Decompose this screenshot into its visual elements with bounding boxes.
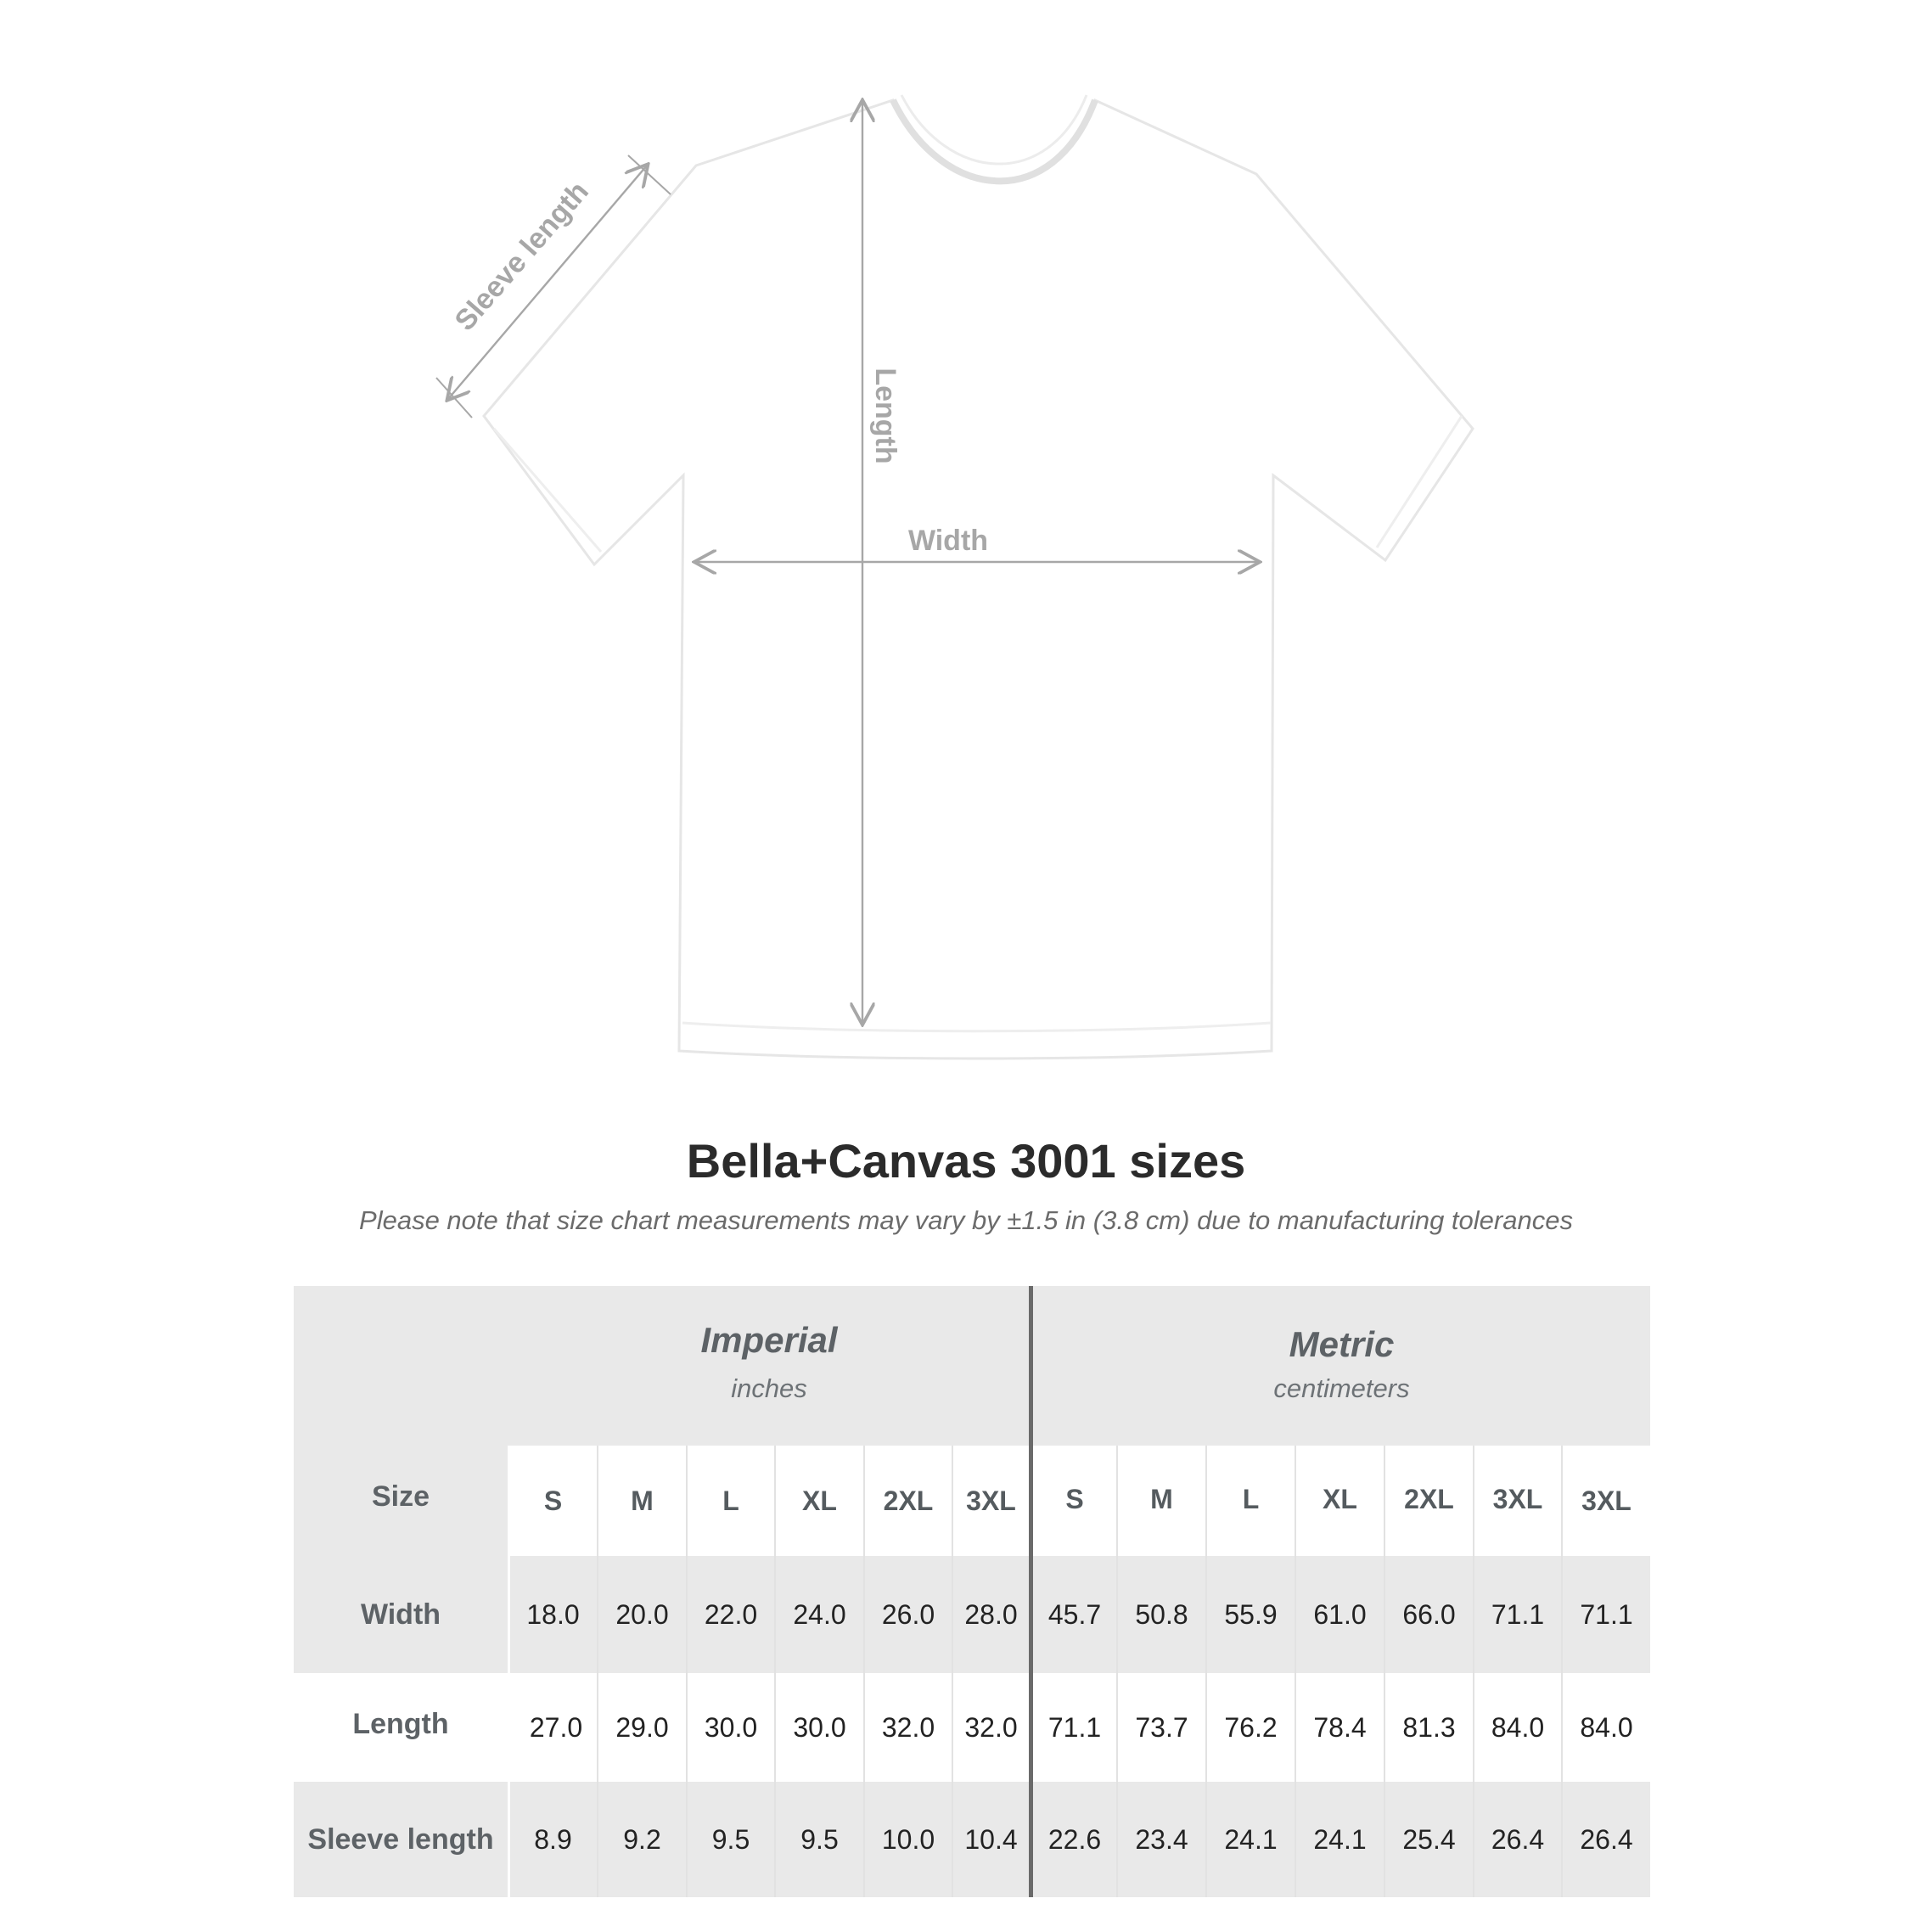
metric-size-header: M [1150, 1483, 1173, 1514]
table-cell: 32.0 [964, 1711, 1018, 1743]
table-cell: 71.1 [1580, 1598, 1633, 1630]
imperial-unit: inches [731, 1373, 807, 1403]
table-cell: 24.0 [793, 1598, 846, 1630]
table-cell: 71.1 [1491, 1598, 1545, 1630]
tshirt-shape [484, 100, 1473, 1059]
table-cell: 76.2 [1224, 1711, 1278, 1743]
metric-size-header: 3XL [1581, 1485, 1632, 1516]
table-cell: 9.2 [623, 1823, 661, 1855]
table-cell: 26.0 [881, 1598, 935, 1630]
table-cell: 10.4 [964, 1823, 1018, 1855]
table-cell: 81.3 [1402, 1711, 1456, 1743]
table-cell: 23.4 [1135, 1823, 1188, 1855]
table-cell: 55.9 [1224, 1598, 1278, 1630]
table-header-band [294, 1286, 1650, 1446]
table-cell: 30.0 [793, 1711, 846, 1743]
table-cell: 22.0 [704, 1598, 758, 1630]
table-cell: 29.0 [615, 1711, 669, 1743]
table-cell: 9.5 [800, 1823, 839, 1855]
imperial-size-header: 2XL [883, 1485, 934, 1516]
table-cell: 32.0 [881, 1711, 935, 1743]
table-cell: 28.0 [964, 1598, 1018, 1630]
table-cell: 73.7 [1135, 1711, 1188, 1743]
table-cell: 24.1 [1224, 1823, 1278, 1855]
metric-size-header: L [1242, 1483, 1260, 1514]
imperial-size-header: S [543, 1485, 563, 1516]
table-cell: 26.4 [1491, 1823, 1545, 1855]
tolerance-note: Please note that size chart measurements may vary by ±1.5 in (3.8 cm) due to manufacturing tolerances [359, 1205, 1573, 1235]
table-cell: 50.8 [1135, 1598, 1188, 1630]
table-cell: 27.0 [529, 1711, 583, 1743]
row-label-sleeve-length: Sleeve length [307, 1822, 494, 1856]
metric-size-header: XL [1323, 1483, 1357, 1514]
size-row-label: Size [371, 1480, 430, 1513]
table-cell: 78.4 [1313, 1711, 1367, 1743]
row-label-length: Length [352, 1707, 449, 1740]
table-cell: 61.0 [1313, 1598, 1367, 1630]
metric-title: Metric [1289, 1324, 1395, 1364]
table-cell: 24.1 [1313, 1823, 1367, 1855]
page-title: Bella+Canvas 3001 sizes [686, 1134, 1246, 1188]
table-cell: 45.7 [1047, 1598, 1102, 1630]
metric-unit: centimeters [1273, 1373, 1410, 1403]
table-cell: 84.0 [1491, 1711, 1545, 1743]
size-chart-table [294, 1286, 1650, 1897]
imperial-size-header: L [722, 1485, 739, 1516]
table-cell: 22.6 [1047, 1823, 1102, 1855]
imperial-title: Imperial [700, 1320, 838, 1360]
table-cell: 71.1 [1047, 1711, 1102, 1743]
table-cell: 9.5 [711, 1823, 750, 1855]
sleeve-length-label: Sleeve length [448, 175, 595, 337]
row-label-width: Width [360, 1598, 441, 1631]
table-cell: 18.0 [526, 1598, 580, 1630]
metric-size-header: S [1065, 1483, 1084, 1514]
length-label: Length [869, 368, 901, 464]
table-cell: 20.0 [615, 1598, 669, 1630]
table-cell: 26.4 [1580, 1823, 1633, 1855]
table-cell: 25.4 [1402, 1823, 1456, 1855]
width-label: Width [907, 525, 989, 557]
table-cell: 10.0 [881, 1823, 935, 1855]
table-cell: 8.9 [534, 1823, 572, 1855]
imperial-size-header: XL [802, 1485, 837, 1516]
table-cell: 84.0 [1580, 1711, 1633, 1743]
imperial-size-header: 3XL [966, 1485, 1016, 1516]
table-cell: 66.0 [1402, 1598, 1456, 1630]
metric-size-header: 3XL [1492, 1483, 1543, 1514]
table-cell: 30.0 [704, 1711, 758, 1743]
metric-size-header: 2XL [1404, 1483, 1454, 1514]
imperial-size-header: M [631, 1485, 654, 1516]
